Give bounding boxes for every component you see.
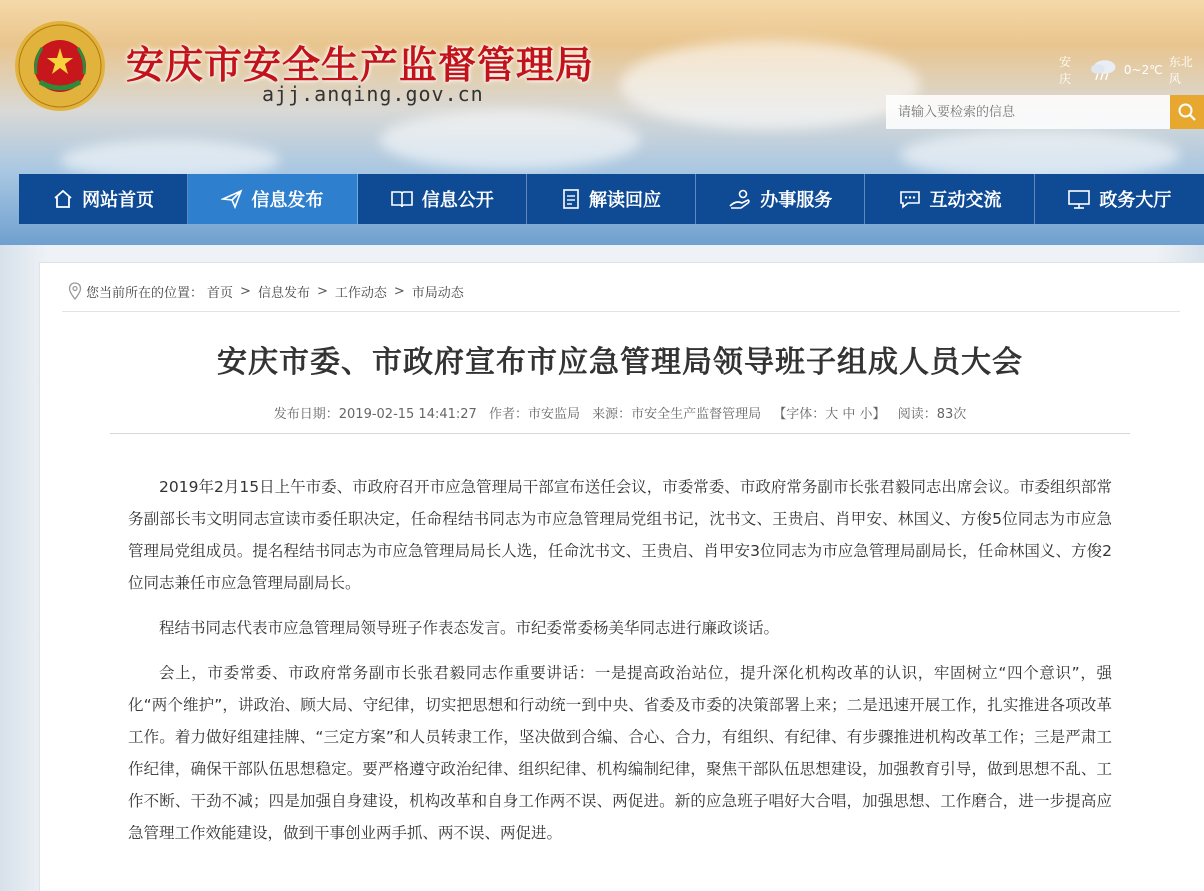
breadcrumb-bureau-news[interactable]: 市局动态	[411, 285, 464, 301]
weather-city: 安庆	[1059, 55, 1072, 86]
nav-item-home[interactable]	[19, 174, 188, 224]
nav-item-services[interactable]	[696, 174, 865, 224]
font-size-switch[interactable]: 【字体：大 中 小】	[773, 407, 886, 422]
article-body	[128, 471, 1112, 862]
breadcrumb-separator: >	[393, 283, 405, 299]
rain-cloud-icon	[1089, 58, 1118, 82]
nav-item-info-public[interactable]	[358, 174, 527, 224]
send-icon	[221, 188, 243, 210]
meta-divider	[110, 433, 1130, 434]
breadcrumb-work-news[interactable]: 工作动态	[334, 285, 387, 301]
weather-wind: 东北风	[1168, 55, 1193, 86]
author: 作者：市安监局	[488, 407, 580, 422]
nav-label: 办事服务	[760, 190, 833, 211]
article-paragraph: 2019年2月15日上午市委、市政府召开市应急管理局干部宣布送任会议，市委常委、市政府常务副市长张君毅同志出席会议。市委组织部常务副部长韦文明同志宣读市委任职决定，任命程结书同志为市应急管理局党组书记，沈书文、王贵启、肖甲安、林国义、方俊5位同志为市应急管理局党组成员。提名程结书同志为市应急管理局局长人选，任命沈书文、王贵启、肖甲安3位同志为市应急管理局副局长，任命林国义、方俊2位同志兼任市应急管理局副局长。	[128, 478, 1112, 592]
article-meta	[40, 403, 1200, 422]
service-icon	[728, 188, 752, 210]
publish-date: 发布日期：2019-02-15 14:41:27	[273, 407, 477, 422]
nav-label: 互动交流	[929, 190, 1002, 211]
breadcrumb-divider	[62, 311, 1180, 312]
chat-icon	[898, 188, 922, 210]
nav-item-interaction[interactable]	[865, 174, 1034, 224]
breadcrumb-separator: >	[316, 283, 328, 299]
home-icon	[52, 188, 74, 210]
nav-item-interpretation[interactable]	[527, 174, 696, 224]
search-input[interactable]	[886, 95, 1170, 129]
breadcrumb-info-release[interactable]: 信息发布	[257, 285, 310, 301]
breadcrumb-prefix: 您当前所在的位置：	[86, 285, 204, 301]
view-count: 阅读：83次	[897, 407, 967, 422]
nav-item-info-release[interactable]	[188, 174, 357, 224]
article-title: 安庆市委、市政府宣布市应急管理局领导班子组成人员大会	[217, 345, 1023, 380]
breadcrumb-home[interactable]: 首页	[207, 285, 234, 301]
book-icon	[390, 188, 414, 210]
breadcrumb-separator: >	[240, 283, 251, 299]
source: 来源：市安全生产监督管理局	[592, 407, 762, 422]
nav-label: 信息发布	[251, 190, 324, 211]
nav-label: 政务大厅	[1099, 190, 1172, 211]
site-logo[interactable]	[14, 20, 106, 112]
search-icon	[1177, 102, 1197, 122]
nav-label: 信息公开	[421, 190, 494, 211]
nav-item-gov-hall[interactable]	[1035, 174, 1204, 224]
article-paragraph: 会上，市委常委、市政府常务副市长张君毅同志作重要讲话：一是提高政治站位，提升深化机构改革的认识，牢固树立“四个意识”，强化“两个维护”，讲政治、顾大局、守纪律，切实把思想和行动统一到中央、省委及市委的决策部署上来；二是迅速开展工作，扎实推进各项改革工作。着力做好组建挂牌、“三定方案”和人员转隶工作，坚决做到合编、合心、合力，有组织、有纪律、有步骤推进机构改革工作；三是严肃工作纪律，确保干部队伍思想稳定。要严格遵守政治纪律、组织纪律、机构编制纪律，聚焦干部队伍思想建设，加强教育引导，做到思想不乱、工作不断、干劲不减；四是加强自身建设，机构改革和自身工作两不误、两促进。新的应急班子唱好大合唱，加强思想、工作磨合，进一步提高应急管理工作效能建设，做到干事创业两手抓、两不误、两促进。	[128, 664, 1112, 842]
nav-label: 网站首页	[82, 190, 155, 211]
nav-label: 解读回应	[588, 190, 661, 211]
search-button[interactable]	[1170, 95, 1204, 129]
weather-widget	[1059, 55, 1204, 86]
site-title: 安庆市安全生产监督管理局	[126, 42, 595, 87]
breadcrumb	[68, 281, 464, 301]
content-card	[39, 262, 1204, 891]
article-paragraph: 程结书同志代表市应急管理局领导班子作表态发言。市纪委常委杨美华同志进行廉政谈话。	[159, 619, 780, 637]
monitor-icon	[1067, 188, 1091, 210]
weather-temp: 0~2℃	[1123, 63, 1163, 77]
main-nav	[19, 174, 1204, 224]
location-pin-icon	[68, 282, 82, 300]
site-domain: ajj.anqing.gov.cn	[262, 82, 484, 106]
document-icon	[561, 188, 581, 210]
